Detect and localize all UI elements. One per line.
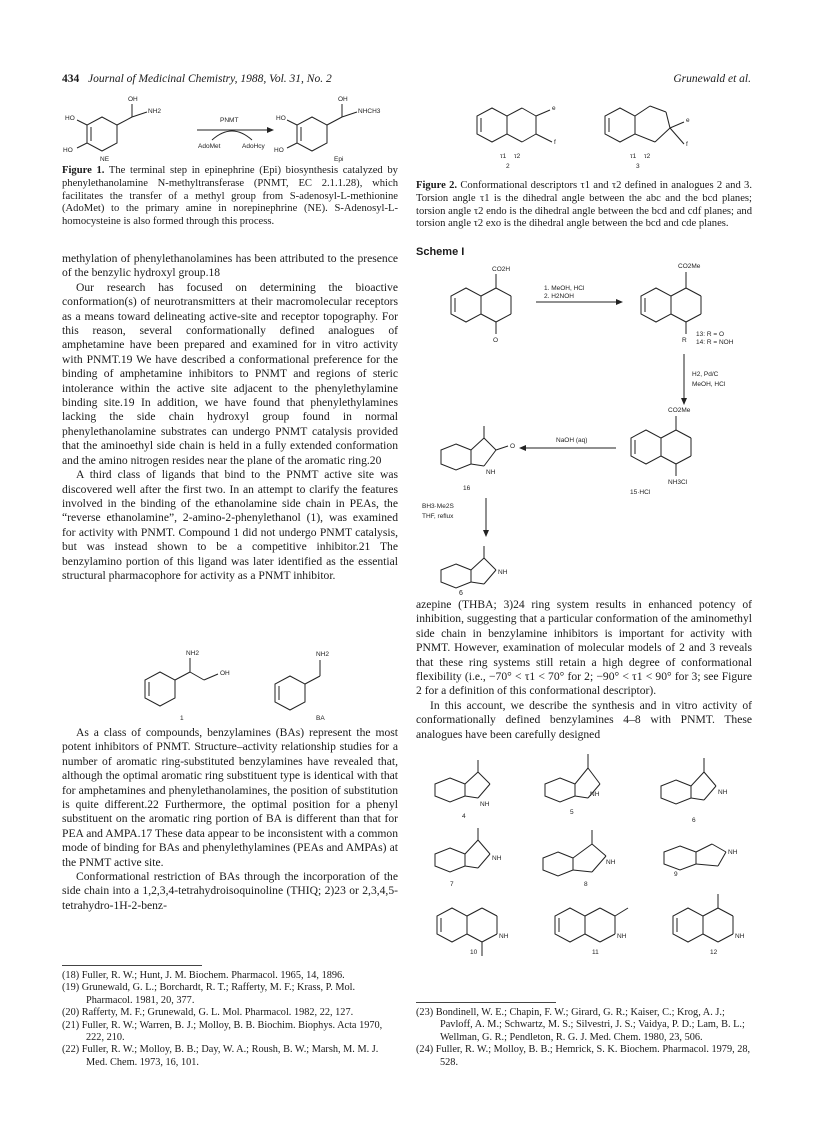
svg-text:OH: OH <box>338 96 348 103</box>
references-right <box>416 1007 752 1069</box>
figure1-caption: Figure 1. The terminal step in epinephrine (Epi) biosynthesis catalyzed by phenylethanolamine N-methyltransferase (PNMT, EC 2.1.1.28), which facilitates the transfer of a methyl group from S-adenosyl-L-methionine (AdoMet) to the primary amine in norepinephrine (NE). S-Adenosyl-L-homocysteine is also formed through this process. <box>62 165 398 228</box>
svg-text:NH2: NH2 <box>148 108 162 115</box>
ne-label: NE <box>100 156 110 163</box>
reference: (19) Grunewald, G. L.; Borchardt, R. T.; Rafferty, M. F.; Krass, P. Mol. Pharmacol. 1981, 20, 377. <box>62 982 356 1006</box>
svg-text:THF, reflux: THF, reflux <box>422 513 454 520</box>
svg-text:HO: HO <box>65 115 75 122</box>
svg-text:e: e <box>552 105 556 112</box>
reference: (22) Fuller, R. W.; Molloy, B. B.; Day, W. A.; Roush, B. W.; Marsh, M. M. J. Med. Chem. 1973, 16, 101. <box>62 1044 379 1068</box>
page-number: 434 <box>62 73 80 85</box>
paragraph: Conformational restriction of BAs through the incorporation of the side chain into a 1,2,3,4-tetrahydroisoquinoline (THIQ; 2)23 or 2,3,4,5-tetrahydro-1H-2-benz- <box>62 870 398 912</box>
svg-text:HO: HO <box>63 147 73 154</box>
svg-text:6: 6 <box>692 817 696 824</box>
svg-text:CO2H: CO2H <box>492 266 511 273</box>
svg-text:BH3·Me2S: BH3·Me2S <box>422 503 454 510</box>
svg-text:NH2: NH2 <box>186 650 200 657</box>
scheme1-title: Scheme I <box>416 246 465 258</box>
svg-text:16: 16 <box>463 485 471 492</box>
svg-text:τ1: τ1 <box>630 153 637 160</box>
reference: (24) Fuller, R. W.; Molloy, B. B.; Hemrick, S. K. Biochem. Pharmacol. 1979, 28, 528. <box>416 1044 751 1068</box>
svg-text:NH: NH <box>499 933 509 940</box>
svg-text:H2, Pd/C: H2, Pd/C <box>692 371 719 378</box>
fig2-label-2: 2 <box>506 163 510 170</box>
svg-text:τ2: τ2 <box>644 153 651 160</box>
svg-text:HO: HO <box>274 147 284 154</box>
svg-text:5: 5 <box>570 809 574 816</box>
reference: (18) Fuller, R. W.; Hunt, J. M. Biochem. Pharmacol. 1965, 14, 1896. <box>62 970 345 981</box>
svg-text:NH: NH <box>728 849 738 856</box>
running-author: Grunewald et al. <box>673 73 751 85</box>
paragraph: A third class of ligands that bind to the PNMT active site was discovered well after the first two. In an attempt to clarify the features involved in the binding of the ethanolamine side chain in PEAs, the “reverse ethanolamine”, 2-amino-2-phenylethanol (1), was examined for activity with PNMT. Compound 1 did not undergo PNMT catalysis, but was instead shown to be a competitive inhibitor.21 The benzylamino portion of this ligand was later identified as the essential structural pharmacophore for activity as a PNMT inhibitor. <box>62 468 398 582</box>
epi-label: Epi <box>334 156 344 163</box>
compound-1-label: 1 <box>180 715 184 722</box>
scheme1-label-6: 6 <box>459 590 463 597</box>
svg-text:8: 8 <box>584 881 588 888</box>
scheme1-product-6 <box>416 540 536 590</box>
paragraph: methylation of phenylethanolamines has been attributed to the presence of the benzylic hydroxyl group.18 <box>62 252 398 280</box>
svg-text:13: R = O: 13: R = O <box>696 331 724 338</box>
svg-text:MeOH, HCl: MeOH, HCl <box>692 381 726 388</box>
svg-text:NH: NH <box>498 569 508 576</box>
paragraph: azepine (THBA; 3)24 ring system results in enhanced potency of inhibition, suggesting that a particular conformation of the aminomethyl side chain in benzylamine inhibitors is important for activity with PNMT. However, examination of molecular models of 2 and 3 reveals that these ring systems still retain a high degree of conformational flexibility (i.e., −70° < τ1 < 70° for 2; −90° < τ1 < 90° for 3; see Figure 2 for a definition of this conformational descriptor). <box>416 598 752 698</box>
paragraph: As a class of compounds, benzylamines (BAs) represent the most potent inhibitors of PNMT. Structure–activity relationship studies for a number of aromatic ring-substituted benzylamines have revealed that, although the optimal aromatic ring substituent type is identical with that for amphetamines and phenylethanolamines, the position of substitution is quite different.22 Furthermore, the optimal position for a phenyl substituent on the aromatic ring portion of BA is different than that for PEA and AMPA.17 These data appear to be inconsistent with a common mode of binding for BAs and phenylethylamines (PEAs and AMPAs) at the PNMT active site. <box>62 726 398 869</box>
ba-label: BA <box>316 715 325 722</box>
compound-7 <box>435 828 502 872</box>
svg-text:NH3Cl: NH3Cl <box>668 479 688 486</box>
structures-1-and-ba <box>140 650 380 722</box>
reference: (21) Fuller, R. W.; Warren, B. J.; Molloy, B. B. Biochim. Biophys. Acta 1970, 222, 210. <box>62 1019 383 1044</box>
svg-text:R: R <box>682 337 687 344</box>
journal-citation: Journal of Medicinal Chemistry, 1988, Vol. 31, No. 2 <box>88 73 332 85</box>
svg-text:7: 7 <box>450 881 454 888</box>
svg-text:τ1: τ1 <box>500 153 507 160</box>
footnote-rule-right <box>416 1002 556 1003</box>
compound-9 <box>664 844 738 870</box>
svg-text:NH: NH <box>606 859 616 866</box>
svg-text:NaOH (aq): NaOH (aq) <box>556 437 588 444</box>
svg-text:e: e <box>686 117 690 124</box>
paragraph: In this account, we describe the synthesis and in vitro activity of conformationally defined benzylamines 4–8 with PNMT. These analogues have been carefully designed <box>416 698 752 741</box>
compound-5 <box>545 754 600 802</box>
svg-text:f: f <box>554 139 556 146</box>
reference: (23) Bondinell, W. E.; Chapin, F. W.; Girard, G. R.; Kaiser, C.; Krog, A. J.; Pavloff, A. M.; Schwartz, M. S.; Silvestri, J. S.; Vaidya, P. D.; Lam, B. L.; Wellman, G. R.; Pendleton, R. G. J. Med. Chem. 1980, 23, 506. <box>416 1007 745 1043</box>
svg-text:NH: NH <box>590 791 600 798</box>
svg-text:9: 9 <box>674 871 678 878</box>
svg-text:NH: NH <box>735 933 745 940</box>
svg-text:12: 12 <box>710 949 718 956</box>
svg-text:14: R = NOH: 14: R = NOH <box>696 339 734 346</box>
svg-text:NH: NH <box>617 933 627 940</box>
svg-text:11: 11 <box>592 949 599 956</box>
compound-8 <box>543 830 616 876</box>
compound-11 <box>555 908 628 942</box>
svg-text:CO2Me: CO2Me <box>668 407 691 414</box>
svg-text:NHCH3: NHCH3 <box>358 108 381 115</box>
svg-text:NH2: NH2 <box>316 651 330 658</box>
compound-12 <box>673 894 745 942</box>
svg-text:O: O <box>493 337 499 344</box>
svg-text:NH: NH <box>492 855 502 862</box>
svg-text:O: O <box>510 443 516 450</box>
svg-text:NH: NH <box>486 469 496 476</box>
paragraph: Our research has focused on determining the bioactive conformation(s) of neurotransmitters at their macromolecular receptors as a means toward delineating active-site and receptor topography. For this reason, several conformationally defined analogues of amphetamine have been prepared and examined for in vitro activity with PNMT.19 We have described a conformational preference for the binding of amphetamine inhibitors to PNMT and regions of steric intolerance within the active site adjacent to the phenylethylamine binding site.19 In addition, we have found that phenylethylamines lacking the side chain hydroxyl group found in normal phenylethanolamine substrates can undergo PNMT catalysis provided that the aminoethyl side chain is held in a fully extended conformation and the amino nitrogen resides near the plane of the aromatic ring.20 <box>62 280 398 467</box>
svg-text:4: 4 <box>462 813 466 820</box>
svg-text:OH: OH <box>220 670 230 677</box>
left-column-text-b <box>62 726 398 913</box>
svg-text:τ2: τ2 <box>514 153 521 160</box>
enzyme-label: PNMT <box>220 117 239 124</box>
svg-text:NH: NH <box>480 801 490 808</box>
fig2-label-3: 3 <box>636 163 640 170</box>
compound-grid <box>420 748 756 958</box>
svg-text:1. MeOH, HCl: 1. MeOH, HCl <box>544 285 585 292</box>
svg-text:2. H2NOH: 2. H2NOH <box>544 293 574 300</box>
svg-text:HO: HO <box>276 115 286 122</box>
compound-4 <box>435 760 490 808</box>
adomet-label: AdoMet <box>198 143 221 150</box>
compound-6 <box>661 758 728 804</box>
svg-text:CO2Me: CO2Me <box>678 263 701 270</box>
adohcy-label: AdoHcy <box>242 143 265 150</box>
reference: (20) Rafferty, M. F.; Grunewald, G. L. Mol. Pharmacol. 1982, 22, 127. <box>62 1007 354 1019</box>
svg-text:f: f <box>686 141 688 148</box>
left-column-text-a <box>62 252 398 583</box>
svg-text:15·HCl: 15·HCl <box>630 489 651 496</box>
footnote-rule-left <box>62 965 202 966</box>
svg-text:NH: NH <box>718 789 728 796</box>
svg-text:10: 10 <box>470 949 478 956</box>
figure2-structures <box>470 88 740 173</box>
figure2-caption: Figure 2. Conformational descriptors τ1 and τ2 defined in analogues 2 and 3. Torsion angle τ1 is the dihedral angle between the abc and the bcd planes; torsion angle τ2 endo is the dihedral angle between the bcd and cdf planes; and torsion angle τ2 exo is the dihedral angle between the bcd and cde planes. <box>416 180 752 230</box>
scheme1-drawing <box>416 258 756 570</box>
figure1-reaction <box>62 92 412 162</box>
right-column-text <box>416 598 752 742</box>
references-left <box>62 970 398 1069</box>
svg-text:OH: OH <box>128 96 138 103</box>
